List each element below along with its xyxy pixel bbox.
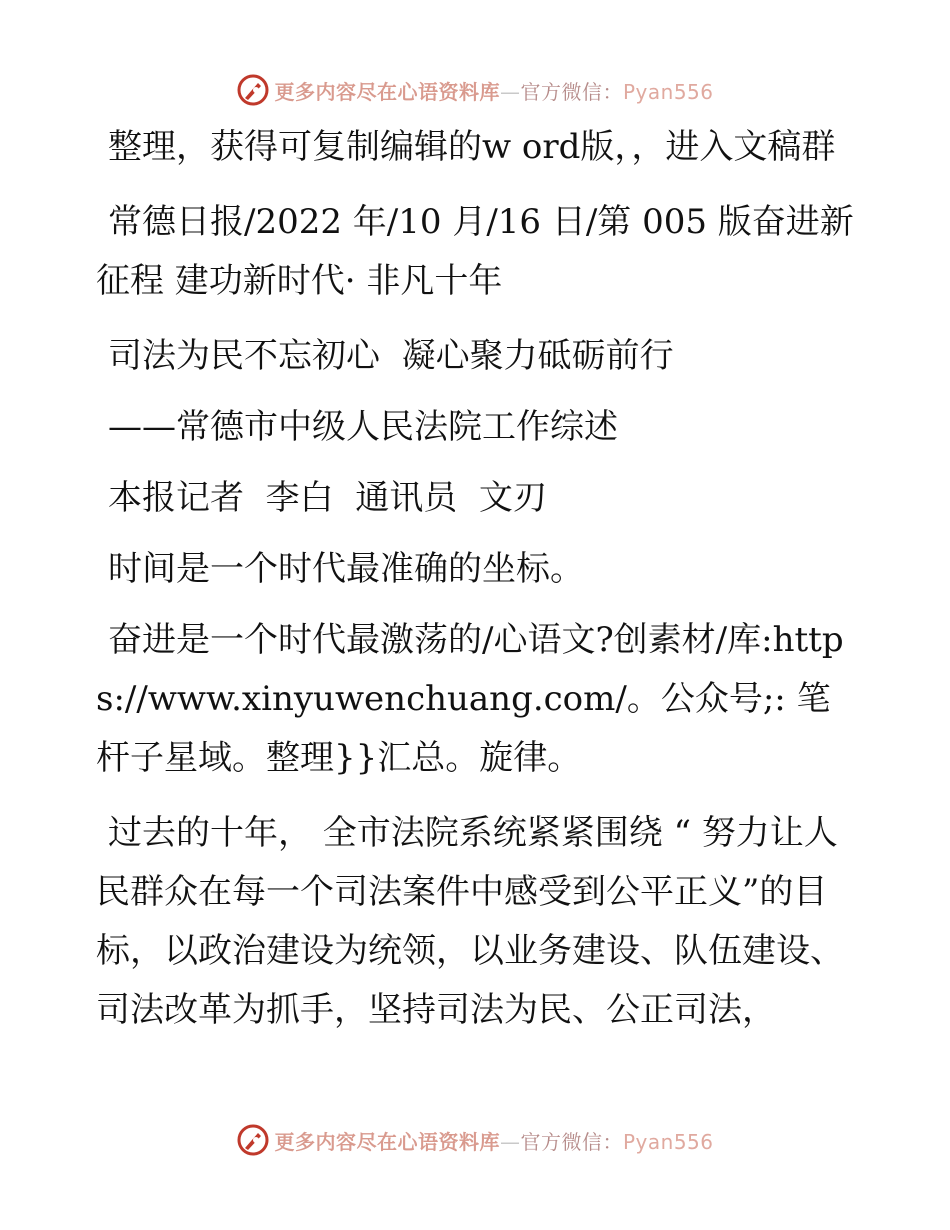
watermark-banner-bottom: [0, 1120, 950, 1160]
paragraph-intro: 整理，获得可复制编辑的w ord版，，进入文稿群: [108, 127, 836, 167]
watermark-dash: —: [499, 1129, 521, 1154]
article-byline: 本报记者 李白 通讯员 文刃: [108, 478, 547, 518]
pen-logo-icon: [236, 1123, 270, 1157]
watermark-handle: Pyan556: [622, 1129, 714, 1154]
watermark-brand: 更多内容尽在心语资料库: [274, 1129, 500, 1154]
document-body: [96, 118, 856, 1056]
pen-logo-icon: [236, 73, 270, 107]
paragraph-1: 时间是一个时代最准确的坐标。: [108, 549, 584, 589]
watermark-handle: Pyan556: [622, 79, 714, 104]
paragraph-3: 过去的十年， 全市法院系统紧紧围绕 “ 努力让人民群众在每一个司法案件中感受到公平正义”的目标，以政治建设为统领，以业务建设、队伍建设、司法改革为抓手，坚持司法为民、公正司法，: [96, 813, 844, 1030]
paragraph-2: 奋进是一个时代最激荡的/心语文?创素材/库:https://www.xinyuwenchuang.com/。公众号;: 笔杆子星域。整理}}汇总。旋律。: [96, 620, 844, 778]
watermark-text: [274, 76, 713, 105]
watermark-brand: 更多内容尽在心语资料库: [274, 79, 500, 104]
article-subtitle: ——常德市中级人民法院工作综述: [108, 407, 618, 447]
watermark-text: [274, 1126, 713, 1155]
watermark-wechat-label: 官方微信：: [520, 79, 623, 104]
paragraph-source: 常德日报/2022 年/10 月/16 日/第 005 版奋进新征程 建功新时代· 非凡十年: [96, 202, 854, 301]
watermark-wechat-label: 官方微信：: [520, 1129, 623, 1154]
watermark-banner-top: [0, 70, 950, 110]
article-title: 司法为民不忘初心 凝心聚力砥砺前行: [108, 336, 674, 376]
watermark-dash: —: [499, 79, 521, 104]
